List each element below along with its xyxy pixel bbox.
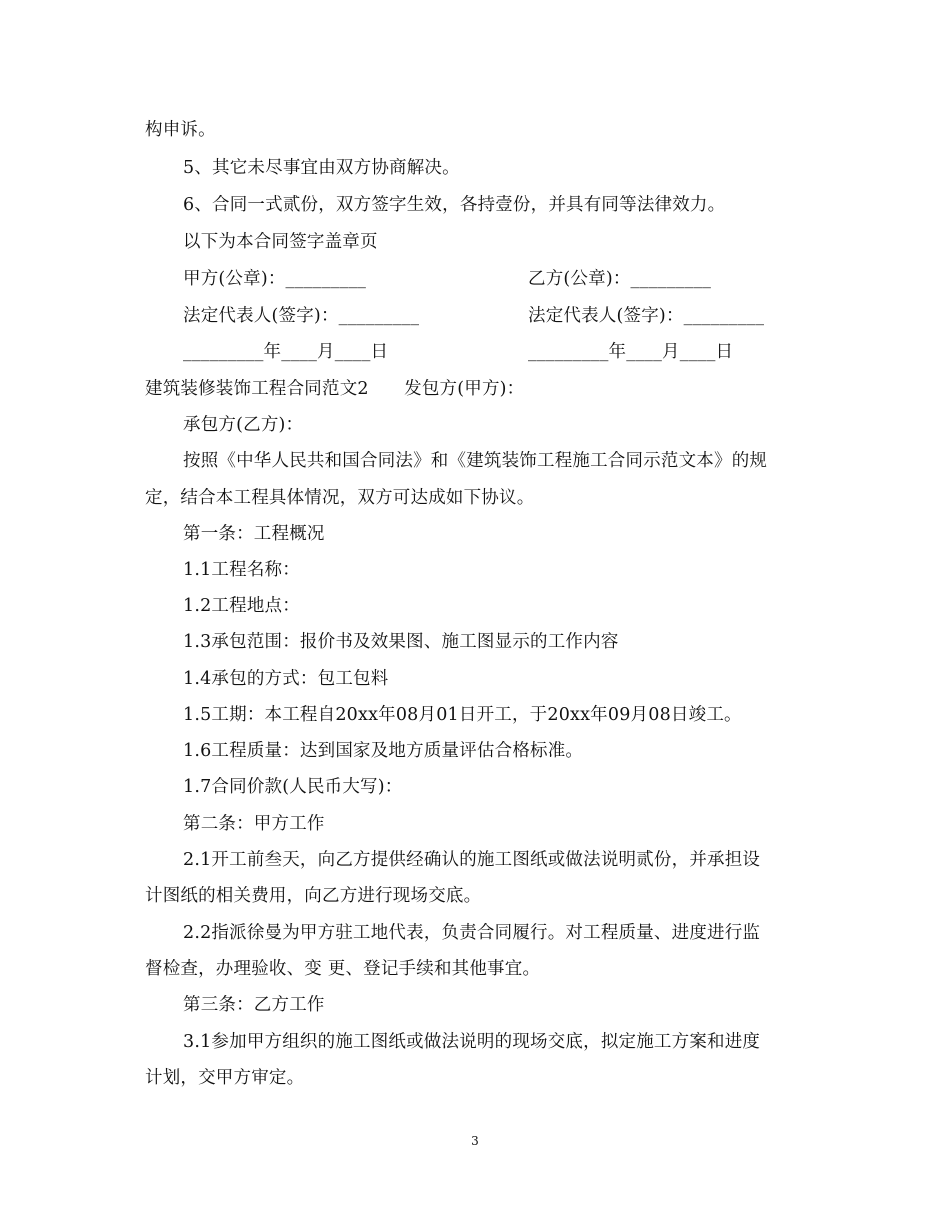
party-b-representative: 法定代表人(签字)：_________ [528,306,765,326]
clause-heading: 第一条：工程概况 [183,524,325,544]
text-line: 按照《中华人民共和国合同法》和《建筑装饰工程施工合同示范文本》的规 [183,451,768,471]
text-line: 5、其它未尽事宜由双方协商解决。 [183,158,460,178]
clause-heading: 第三条：乙方工作 [183,995,325,1015]
text-line: 计划，交甲方审定。 [145,1068,305,1088]
text-line: 构申诉。 [145,120,216,140]
text-line: 1.1工程名称： [183,560,300,580]
text-line: 承包方(乙方)： [183,415,304,435]
text-line: 定，结合本工程具体情况，双方可达成如下协议。 [145,488,535,508]
party-a-representative: 法定代表人(签字)：_________ [183,306,420,326]
text-line: 以下为本合同签字盖章页 [183,232,378,252]
text-line: 1.4承包的方式：包工包料 [183,669,389,689]
party-b-date: _________年____月____日 [528,342,734,362]
section-heading: 建筑装修装饰工程合同范文2 发包方(甲方)： [145,379,525,399]
text-line: 计图纸的相关费用，向乙方进行现场交底。 [145,886,482,906]
text-line: 督检查，办理验收、变 更、登记手续和其他事宜。 [145,959,541,979]
text-line: 2.1开工前叁天，向乙方提供经确认的施工图纸或做法说明贰份，并承担设 [183,850,761,870]
text-line: 1.3承包范围：报价书及效果图、施工图显示的工作内容 [183,632,619,652]
party-a-date: _________年____月____日 [183,342,389,362]
text-line: 1.7合同价款(人民币大写)： [183,777,403,797]
text-line: 1.5工期：本工程自20xx年08月01日开工，于20xx年09月08日竣工。 [183,705,742,725]
clause-heading: 第二条：甲方工作 [183,814,325,834]
party-a-seal: 甲方(公章)：_________ [183,269,367,289]
text-line: 6、合同一式贰份，双方签字生效，各持壹份，并具有同等法律效力。 [183,195,726,215]
text-line: 3.1参加甲方组织的施工图纸或做法说明的现场交底，拟定施工方案和进度 [183,1032,761,1052]
text-line: 2.2指派徐曼为甲方驻工地代表，负责合同履行。对工程质量、进度进行监 [183,923,761,943]
text-line: 1.2工程地点： [183,596,300,616]
text-line: 1.6工程质量：达到国家及地方质量评估合格标准。 [183,741,584,761]
page-number: 3 [471,1134,479,1148]
party-b-seal: 乙方(公章)：_________ [528,269,712,289]
